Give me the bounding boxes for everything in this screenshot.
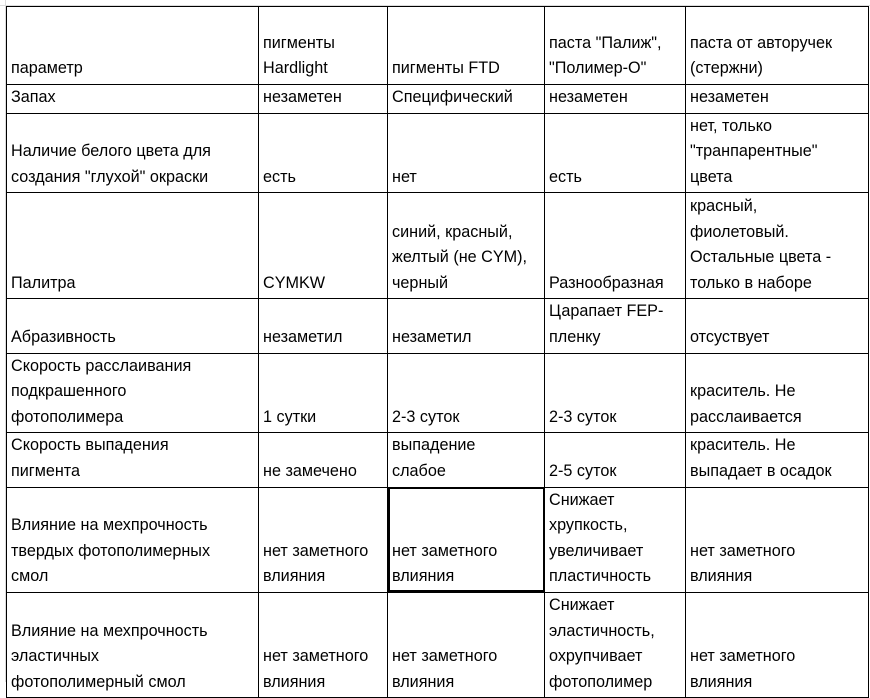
table-cell[interactable]: незаметен [686, 85, 869, 114]
table-cell[interactable]: Снижает хрупкость, увеличивает пластичность [545, 487, 686, 592]
table-cell[interactable]: 2-5 суток [545, 433, 686, 487]
row-label-cell[interactable]: Влияние на мехпрочность твердых фотополимерных смол [7, 487, 259, 592]
table-cell[interactable]: 2-3 суток [545, 353, 686, 433]
table-cell[interactable]: CYMKW [259, 193, 388, 299]
comparison-table [6, 6, 869, 698]
table-cell[interactable]: нет заметного влияния [686, 592, 869, 697]
header-cell[interactable]: пигменты FTD [388, 7, 545, 85]
table-cell[interactable]: Снижает эластичность, охрупчивает фотополимер [545, 592, 686, 697]
row-label-cell[interactable]: Абразивность [7, 299, 259, 353]
table-cell[interactable]: Специфический [388, 85, 545, 114]
table-cell[interactable]: нет, только "транпарентные" цвета [686, 113, 869, 193]
table-cell[interactable]: незаметил [259, 299, 388, 353]
table-cell[interactable]: краситель. Не расслаивается [686, 353, 869, 433]
header-cell[interactable]: параметр [7, 7, 259, 85]
table-row [7, 85, 869, 114]
row-label-cell[interactable]: Скорость выпадения пигмента [7, 433, 259, 487]
header-cell[interactable]: паста от авторучек (стержни) [686, 7, 869, 85]
table-cell[interactable]: незаметен [545, 85, 686, 114]
table-cell[interactable]: 1 сутки [259, 353, 388, 433]
table-cell[interactable]: краситель. Не выпадает в осадок [686, 433, 869, 487]
row-label-cell[interactable]: Запах [7, 85, 259, 114]
header-cell[interactable]: паста "Палиж", "Полимер-О" [545, 7, 686, 85]
table-row [7, 353, 869, 433]
table-cell[interactable]: нет заметного влияния [388, 592, 545, 697]
row-label-cell[interactable]: Наличие белого цвета для создания "глухой" окраски [7, 113, 259, 193]
table-cell[interactable]: нет заметного влияния [259, 592, 388, 697]
table-cell[interactable]: нет заметного влияния [686, 487, 869, 592]
table-cell[interactable]: выпадение слабое [388, 433, 545, 487]
table-cell[interactable]: отсуствует [686, 299, 869, 353]
table-cell[interactable]: незаметен [259, 85, 388, 114]
table-cell[interactable]: незаметил [388, 299, 545, 353]
table-cell[interactable]: синий, красный, желтый (не CYM), черный [388, 193, 545, 299]
table-row [7, 193, 869, 299]
table-cell[interactable]: Царапает FEP- пленку [545, 299, 686, 353]
header-cell[interactable]: пигменты Hardlight [259, 7, 388, 85]
table-cell[interactable]: нет [388, 113, 545, 193]
table-cell[interactable]: 2-3 суток [388, 353, 545, 433]
table-row [7, 299, 869, 353]
table-cell[interactable]: не замечено [259, 433, 388, 487]
table-cell[interactable]: Разнообразная [545, 193, 686, 299]
header-row [7, 7, 869, 85]
table-row [7, 433, 869, 487]
row-label-cell[interactable]: Палитра [7, 193, 259, 299]
table-cell[interactable]: есть [545, 113, 686, 193]
table-cell[interactable]: красный, фиолетовый. Остальные цвета - только в наборе [686, 193, 869, 299]
table-cell[interactable]: есть [259, 113, 388, 193]
table-row [7, 487, 869, 592]
row-label-cell[interactable]: Скорость расслаивания подкрашенного фотополимера [7, 353, 259, 433]
table-cell[interactable]: нет заметного влияния [259, 487, 388, 592]
table-row [7, 113, 869, 193]
selected-cell[interactable]: нет заметного влияния [388, 487, 545, 592]
row-label-cell[interactable]: Влияние на мехпрочность эластичных фотополимерный смол [7, 592, 259, 697]
